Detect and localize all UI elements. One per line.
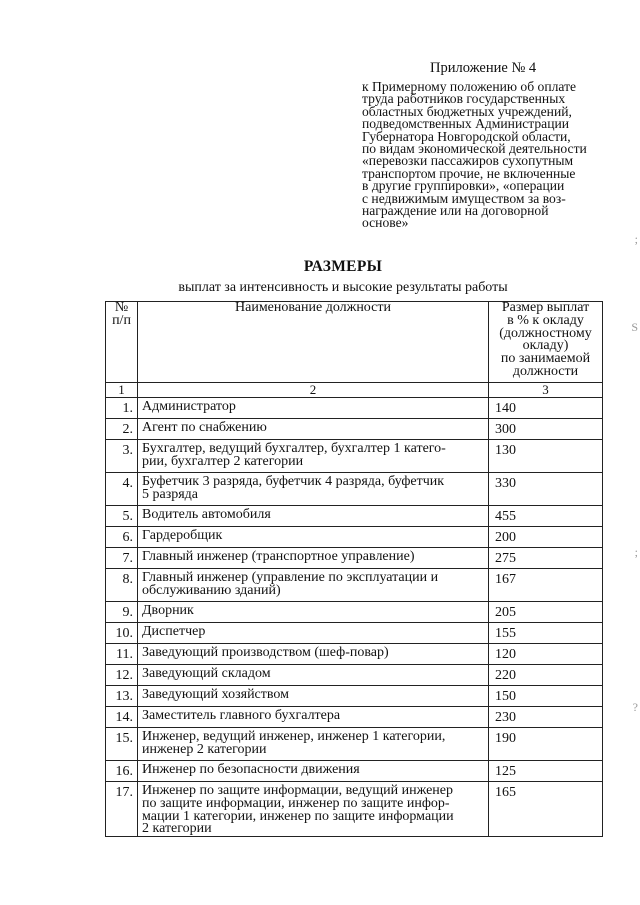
table-row [106,686,603,707]
column-numbers-row [106,383,603,398]
table-header-row [106,302,603,383]
row-number: 5. [106,506,138,527]
row-number: 9. [106,602,138,623]
row-number: 7. [106,548,138,569]
row-position-name: Главный инженер (управление по эксплуатации и обслуживанию зданий) [138,569,489,602]
row-position-name: Заведующий производством (шеф-повар) [138,644,489,665]
column-number: 2 [138,383,489,398]
header-payment-size: Размер выплат в % к окладу (должностному окладу) по занимаемой должности [489,302,603,383]
row-position-name: Главный инженер (транспортное управление) [138,548,489,569]
row-payment-value: 120 [489,644,603,665]
row-number: 4. [106,473,138,506]
annex-text: к Примерному положению об оплате труда работников государственных областных бюджетных учреждений, подведомственных Администрации Губернатора Новгородской области, по видам экономической деятельности «перевозки пассажиров сухопутным транспортом прочие, не включенные в другие группировки», «операции с недвижимым имуществом за воз- награждение или на договорной основе» [362,79,587,231]
row-number: 10. [106,623,138,644]
row-payment-value: 455 [489,506,603,527]
row-number: 15. [106,728,138,761]
payments-table [105,301,603,837]
edge-mark: ; [634,545,638,559]
table-row [106,761,603,782]
row-payment-value: 140 [489,398,603,419]
row-payment-value: 275 [489,548,603,569]
row-payment-value: 167 [489,569,603,602]
row-position-name: Инженер, ведущий инженер, инженер 1 категории, инженер 2 категории [138,728,489,761]
row-number: 2. [106,419,138,440]
header-position-name: Наименование должности [138,302,489,383]
row-position-name: Агент по снабжению [138,419,489,440]
row-payment-value: 200 [489,527,603,548]
row-number: 16. [106,761,138,782]
table-row [106,665,603,686]
row-position-name: Буфетчик 3 разряда, буфетчик 4 разряда, буфетчик 5 разряда [138,473,489,506]
row-position-name: Заведующий складом [138,665,489,686]
column-number: 1 [106,383,138,398]
row-payment-value: 300 [489,419,603,440]
document-heading: РАЗМЕРЫ [303,258,383,275]
table-row [106,782,603,837]
table-row [106,569,603,602]
row-position-name: Инженер по защите информации, ведущий инженер по защите информации, инженер по защите инфор- мации 1 категории, инженер по защите информации 2 категории [138,782,489,837]
row-number: 8. [106,569,138,602]
row-number: 14. [106,707,138,728]
row-position-name: Заведующий хозяйством [138,686,489,707]
row-payment-value: 330 [489,473,603,506]
row-position-name: Водитель автомобиля [138,506,489,527]
row-number: 6. [106,527,138,548]
row-payment-value: 230 [489,707,603,728]
table-row [106,419,603,440]
document-subheading: выплат за интенсивность и высокие результаты работы [178,280,508,295]
row-number: 13. [106,686,138,707]
row-number: 12. [106,665,138,686]
table-row [106,548,603,569]
table-row [106,398,603,419]
row-payment-value: 190 [489,728,603,761]
edge-mark: S [631,320,638,334]
row-payment-value: 165 [489,782,603,837]
row-position-name: Диспетчер [138,623,489,644]
row-position-name: Заместитель главного бухгалтера [138,707,489,728]
edge-mark: ? [632,700,638,714]
row-payment-value: 125 [489,761,603,782]
edge-mark: ; [634,232,638,246]
row-position-name: Администратор [138,398,489,419]
table-row [106,506,603,527]
table-row [106,602,603,623]
row-payment-value: 205 [489,602,603,623]
row-payment-value: 155 [489,623,603,644]
header-number: № п/п [106,302,138,383]
annex-title: Приложение № 4 [430,60,537,76]
table-body [106,398,603,837]
row-number: 1. [106,398,138,419]
row-payment-value: 130 [489,440,603,473]
column-number: 3 [489,383,603,398]
table-row [106,473,603,506]
row-payment-value: 220 [489,665,603,686]
row-payment-value: 150 [489,686,603,707]
table-row [106,707,603,728]
row-number: 11. [106,644,138,665]
row-number: 3. [106,440,138,473]
table-row [106,728,603,761]
table-row [106,527,603,548]
table-row [106,440,603,473]
row-position-name: Бухгалтер, ведущий бухгалтер, бухгалтер 1 катего- рии, бухгалтер 2 категории [138,440,489,473]
row-position-name: Гардеробщик [138,527,489,548]
row-position-name: Инженер по безопасности движения [138,761,489,782]
row-position-name: Дворник [138,602,489,623]
table-row [106,623,603,644]
row-number: 17. [106,782,138,837]
table-row [106,644,603,665]
